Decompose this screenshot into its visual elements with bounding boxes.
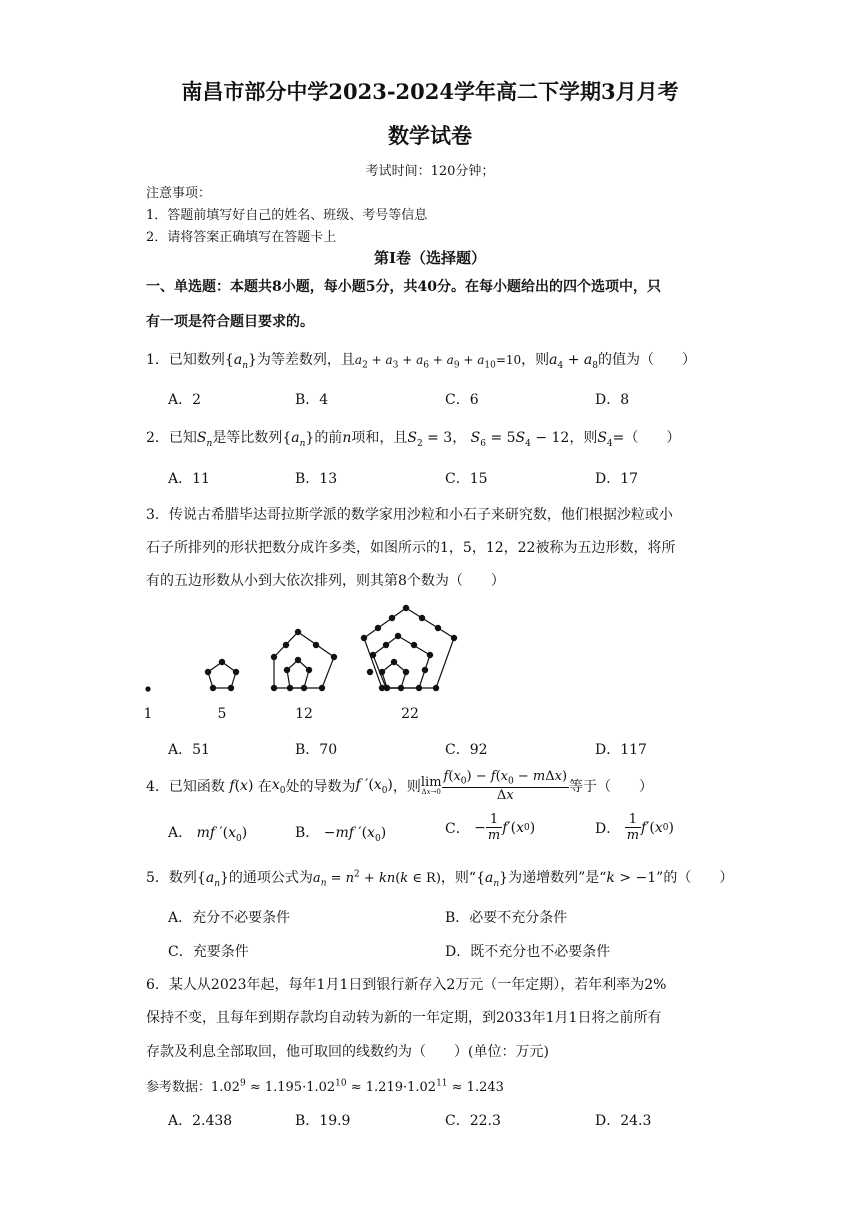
question-5: 5．数列$\{a_n\}$的通项公式为$a_n = n^2 + kn(k$ ∈ R)，则“$\{a_n\}$为递增数列”是“k > −1”的（ ） [146,869,734,889]
part1-heading: 第Ⅰ卷（选择题） [373,249,487,267]
q6-option-c: C．22.3 [445,1113,501,1129]
pentagon-22 [361,605,456,690]
q2-option-d: D．17 [595,471,639,487]
question-3-line1: 3．传说古希腊毕达哥拉斯学派的数学家用沙粒和小石子来研究数，他们根据沙粒或小 [146,507,673,523]
exam-title: 南昌市部分中学2023-2024学年高二下学期3月月考 [181,79,679,104]
exam-time: 考试时间：120分钟； [365,164,495,179]
question-4: 4．已知函数 f(x) 在 $x_0$ 处的导数为 f $'(x_0)$ ，则 lim Δx→0 $\frac{f(x_0) - f(x_0 - m\Delta x)}{\Delta x}$ 等于（ ） [146,769,654,803]
section1-line1: 一、单选题：本题共8小题，每小题5分，共40分。在每小题给出的四个选项中，只 [146,279,661,295]
note-item: 2．请将答案正确填写在答题卡上 [146,230,337,245]
q4-option-b: B． −mf $'(x_0)$ [295,825,387,844]
figure-label-12: 12 [295,706,313,722]
q3-option-a: A．51 [168,742,210,758]
question-6-line1: 6．某人从2023年起，每年1月1日到银行新存入2万元（一年定期），若年利率为2% [146,977,667,993]
note-item: 1．答题前填写好自己的姓名、班级、考号等信息 [146,208,428,223]
q6-option-b: B．19.9 [295,1113,351,1129]
pentagon-5 [205,659,238,690]
q1-option-d: D．8 [595,392,630,408]
notes-heading: 注意事项： [146,186,212,201]
pentagon-12 [271,629,336,690]
figure-label-5: 5 [217,706,227,722]
q1-option-b: B．4 [295,392,329,408]
question-2: 2．已知$S_n$是等比数列$\{a_n\}$的前n项和，且$S_2 = 3$， $S_6 = 5S_4 - 12$，则$S_4=$（ ） [146,430,681,449]
figure-label-1: 1 [143,706,153,722]
q5-option-c: C．充要条件 [168,944,249,960]
section1-line2: 有一项是符合题目要求的。 [146,314,314,330]
question-6-line3: 存款及利息全部取回，他可取回的线数约为（ ）(单位：万元) [146,1044,549,1060]
q5-option-d: D．既不充分也不必要条件 [445,944,611,960]
question-1: 1．已知数列$\{a_n\}$为等差数列，且$a_2 + a_3 + a_6 + a_9 + a_{10}=10$，则$a_4 + a_8$的值为（ ） [146,352,696,371]
q3-option-b: B．70 [295,742,338,758]
figure-dot [145,686,150,691]
q2-option-b: B．13 [295,471,338,487]
q1-option-a: A．2 [168,392,202,408]
reference-data: 参考数据：$1.02^9 \approx 1.195\cdot 1.02^{10} \approx 1.219\cdot 1.02^{11} \approx 1.243$ [146,1078,504,1095]
question-3-line3: 有的五边形数从小到大依次排列，则其第8个数为（ ） [146,573,505,589]
q3-option-c: C．92 [445,742,488,758]
q1-option-c: C．6 [445,392,479,408]
q4-option-a: A． mf $'(x_0)$ [168,825,248,844]
q2-option-a: A．11 [168,471,210,487]
q4-option-c: C． − $\frac{1}{m}$ f ′( x 0 ) [445,812,536,843]
q2-option-c: C．15 [445,471,488,487]
exam-subtitle: 数学试卷 [388,123,472,148]
figure-label-22: 22 [401,706,419,722]
q4-option-d: D． $\frac{1}{m}$ f ′( x 0 ) [595,812,674,843]
q6-option-a: A．2.438 [168,1113,233,1129]
question-3-line2: 石子所排列的形状把数分成许多类，如图所示的1，5，12，22被称为五边形数，将所 [146,540,676,556]
q5-option-a: A．充分不必要条件 [168,910,291,926]
question-6-line2: 保持不变，且每年到期存款均自动转为新的一年定期，到2033年1月1日将之前所有 [146,1010,662,1026]
q3-option-d: D．117 [595,742,647,758]
pentagonal-numbers-figure [130,600,490,726]
q6-option-d: D．24.3 [595,1113,652,1129]
q5-option-b: B．必要不充分条件 [445,910,568,926]
